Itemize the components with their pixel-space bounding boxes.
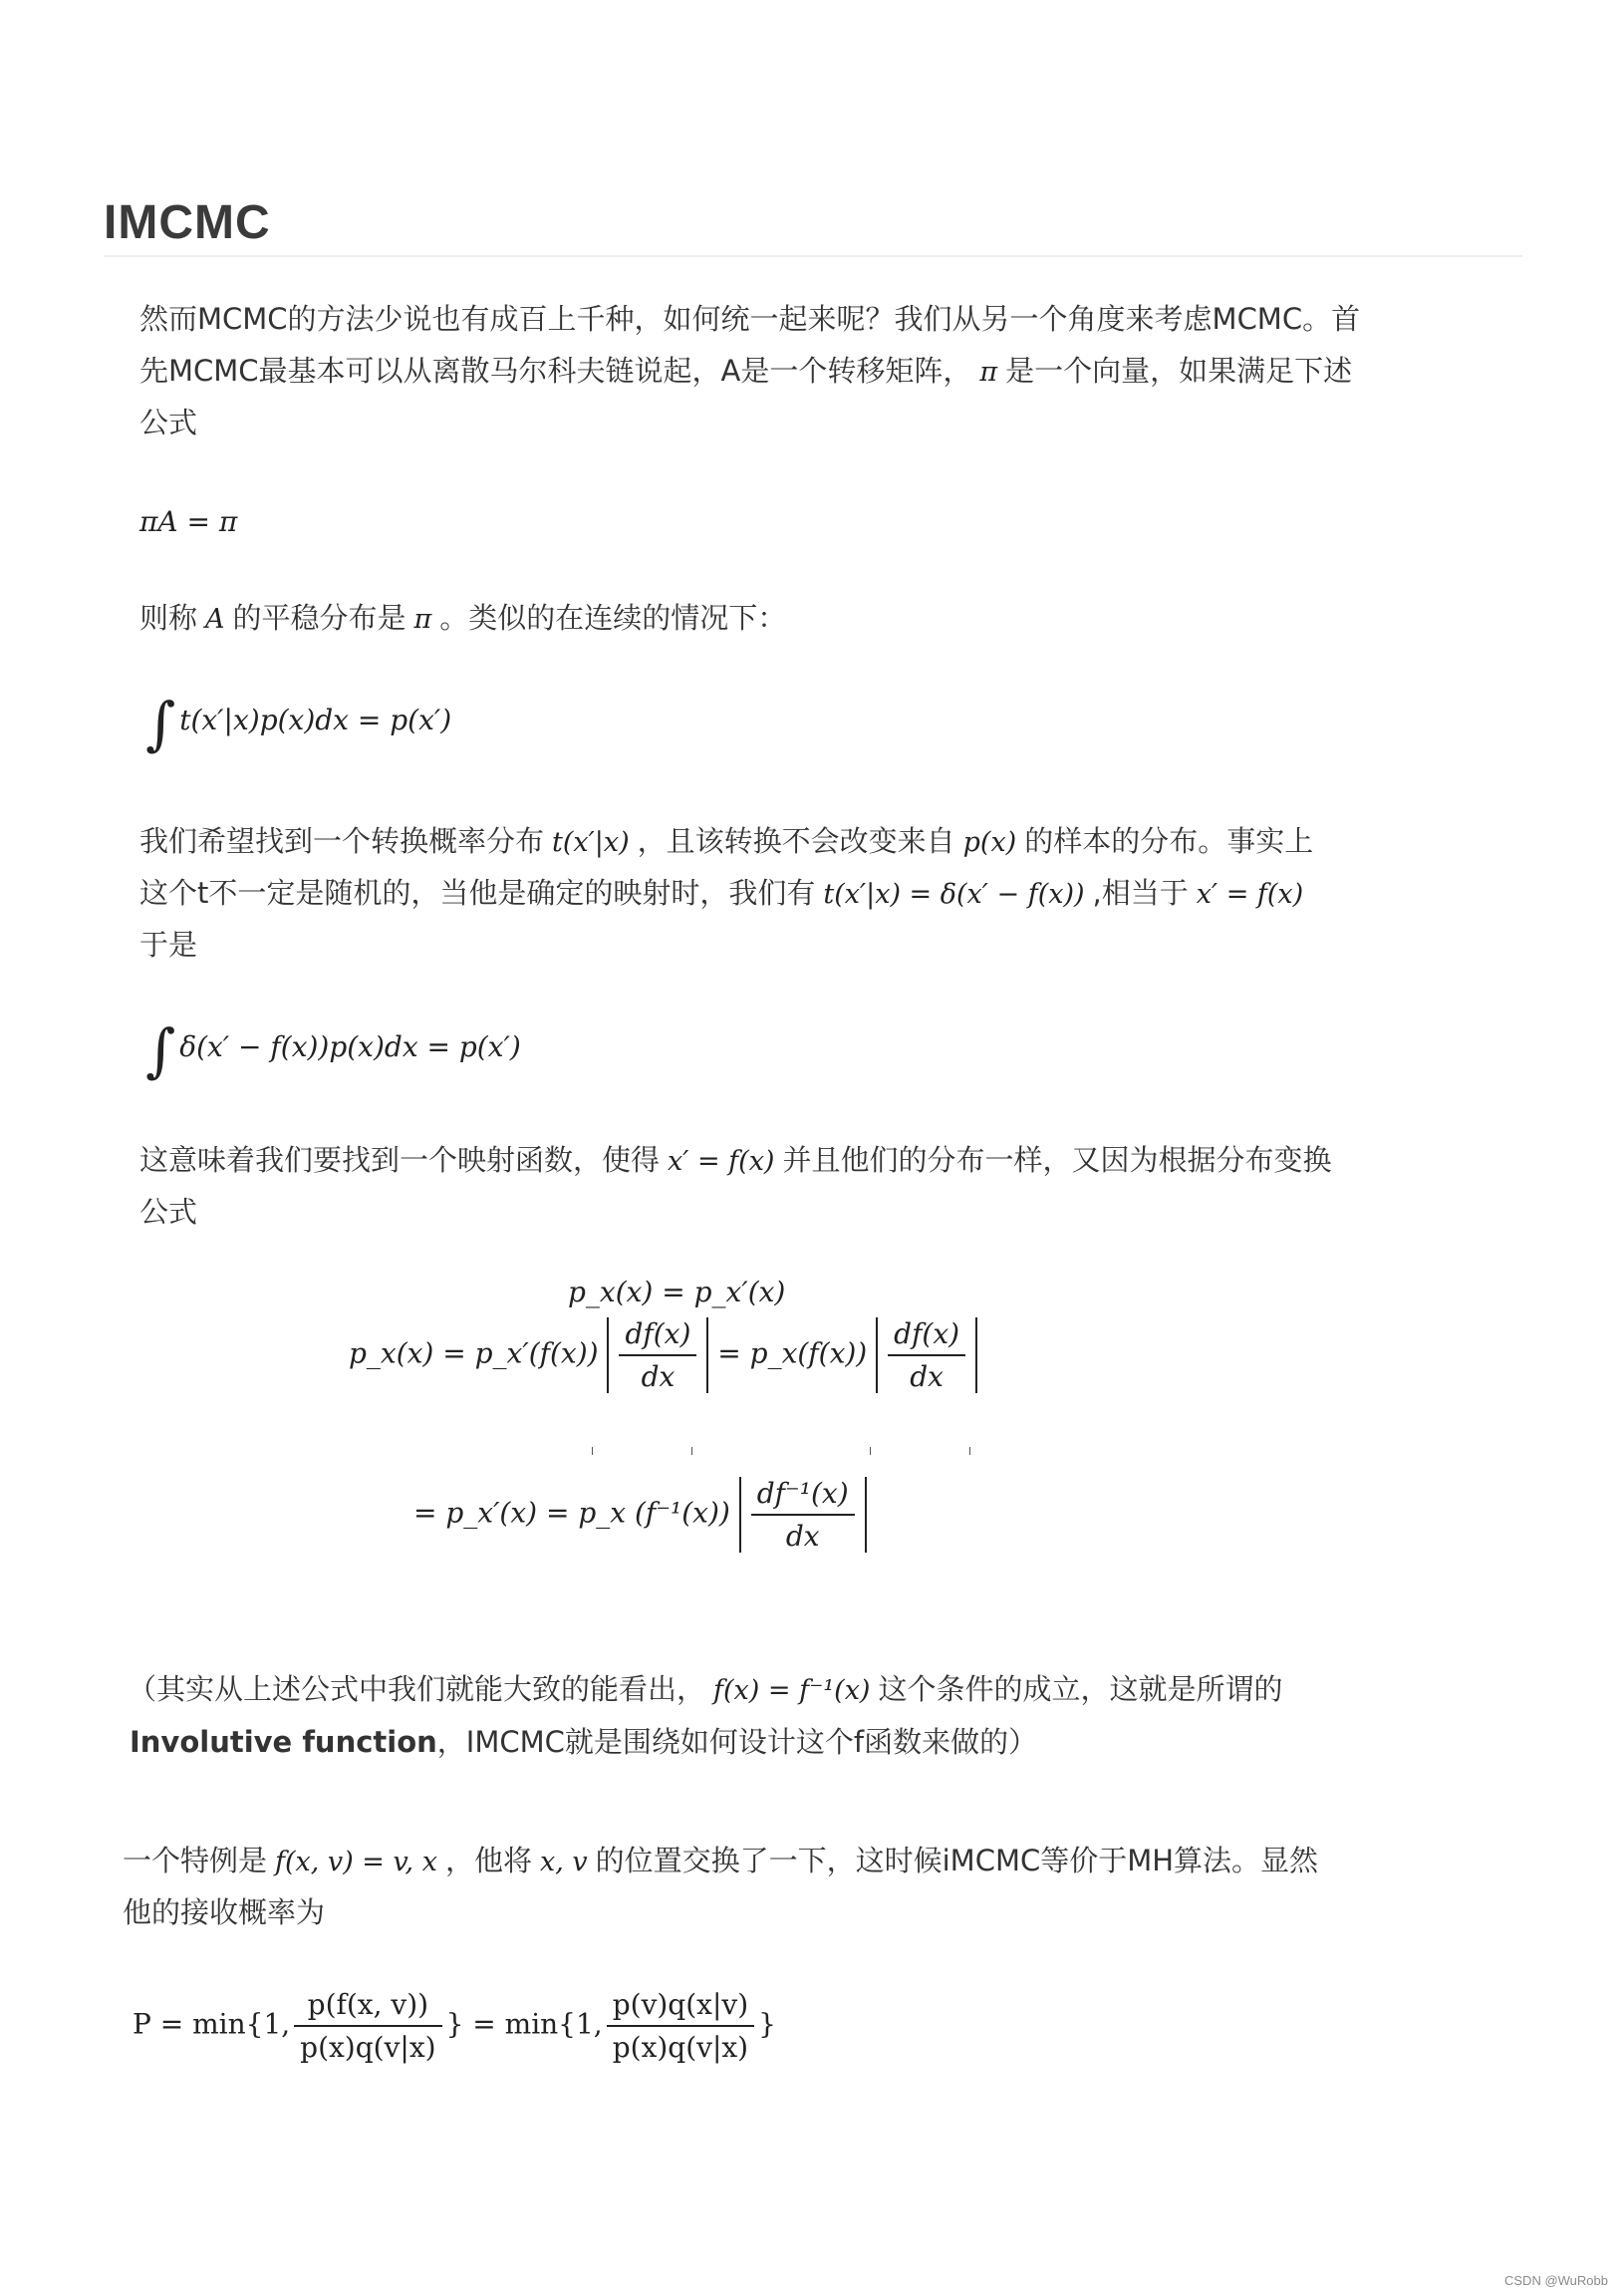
math-inline: x, v <box>539 1847 588 1877</box>
paragraph-special-case-line1 <box>123 1835 1318 1888</box>
math-inline: t(x′|x) = δ(x′ − f(x)) <box>823 879 1085 910</box>
paragraph-transition-line1 <box>139 815 1313 869</box>
numerator: df⁻¹(x) <box>751 1477 855 1516</box>
paragraph-special-case-line2: 他的接收概率为 <box>123 1895 326 1929</box>
equation-part: P = min{1, <box>133 2007 291 2041</box>
paragraph-transition-line3: 于是 <box>139 928 198 962</box>
watermark: CSDN @WuRobb <box>1504 2273 1608 2288</box>
integral-symbol: ∫ <box>145 690 176 757</box>
denominator: p(x)q(v|x) <box>612 2031 749 2064</box>
paragraph-mapping-line2: 公式 <box>139 1195 198 1229</box>
denominator: dx <box>785 1520 820 1553</box>
equation-delta-integral <box>145 1016 521 1084</box>
fraction <box>888 1317 965 1393</box>
text: 的位置交换了一下，这时候iMCMC等价于MH算法。显然 <box>595 1844 1319 1877</box>
math-inline-pi: π <box>979 357 998 388</box>
text: 这个条件的成立，这就是所谓的 <box>878 1672 1283 1706</box>
math-inline: x′ = f(x) <box>1196 879 1304 910</box>
stray-tick-mark <box>592 1447 593 1455</box>
fraction <box>607 1988 754 2064</box>
numerator: df(x) <box>888 1317 965 1356</box>
bold-term: Involutive function <box>130 1725 437 1759</box>
paragraph-stationary <box>139 592 786 646</box>
equation-part: = p_x′(x) = p_x (f⁻¹(x)) <box>413 1496 730 1530</box>
text: 我们希望找到一个转换概率分布 <box>139 824 545 858</box>
abs-value <box>876 1317 977 1393</box>
text: 这个t不一定是随机的，当他是确定的映射时，我们有 <box>139 876 816 910</box>
numerator: p(v)q(x|v) <box>607 1988 754 2027</box>
denominator: dx <box>910 1360 944 1393</box>
math-inline: x′ = f(x) <box>668 1146 775 1177</box>
equation-body: t(x′|x)p(x)dx = p(x′) <box>179 704 452 736</box>
text: ，IMCMC就是围绕如何设计这个f函数来做的） <box>436 1725 1038 1759</box>
fraction <box>619 1317 696 1393</box>
text: 并且他们的分布一样，又因为根据分布变换 <box>782 1143 1332 1177</box>
text: （其实从上述公式中我们就能大致的能看出， <box>128 1672 706 1706</box>
fraction <box>751 1477 855 1553</box>
stray-tick-mark <box>969 1447 970 1455</box>
abs-value <box>739 1477 867 1553</box>
heading-underline-divider <box>104 255 1522 257</box>
text: 是一个向量，如果满足下述 <box>1005 354 1353 388</box>
text: 的平稳分布是 <box>232 601 406 635</box>
equation-continuous-integral <box>145 690 451 757</box>
stray-tick-mark <box>870 1447 871 1455</box>
paragraph-transition-line2 <box>139 867 1311 921</box>
paragraph-intro-line1: 然而MCMC的方法少说也有成百上千种，如何统一起来呢？我们从另一个角度来考虑MCMC。首 <box>139 302 1361 336</box>
text: 先MCMC最基本可以从离散马尔科夫链说起，A是一个转移矩阵， <box>139 354 972 388</box>
equation-acceptance-probability <box>133 1988 776 2064</box>
text: 。类似的在连续的情况下： <box>439 601 787 635</box>
fraction <box>294 1988 441 2064</box>
math-inline: f(x) = f⁻¹(x) <box>713 1675 871 1706</box>
text: 则称 <box>139 601 198 635</box>
integral-symbol: ∫ <box>145 1016 176 1084</box>
math-inline: t(x′|x) <box>552 827 630 858</box>
abs-value <box>607 1317 708 1393</box>
equation-part: } <box>758 2007 776 2041</box>
text: 的样本的分布。事实上 <box>1024 824 1314 858</box>
paragraph-mapping-line1 <box>139 1134 1331 1188</box>
text: ，他将 <box>444 1844 532 1877</box>
equation-density-row1: p_x(x) = p_x′(x) <box>568 1276 786 1308</box>
text: ，且该转换不会改变来自 <box>637 824 955 858</box>
equation-stationary: πA = π <box>139 505 238 538</box>
equation-part: p_x(x) = p_x′(f(x)) <box>349 1336 599 1370</box>
math-inline-A: A <box>205 604 225 635</box>
section-heading: IMCMC <box>104 196 271 249</box>
math-inline: p(x) <box>962 827 1017 858</box>
equation-part: = p_x(f(x)) <box>717 1336 868 1370</box>
denominator: p(x)q(v|x) <box>300 2031 436 2064</box>
paragraph-intro-line3: 公式 <box>139 406 198 439</box>
numerator: df(x) <box>619 1317 696 1356</box>
stray-tick-mark <box>691 1447 692 1455</box>
text: 一个特例是 <box>123 1844 268 1877</box>
equation-density-row3 <box>413 1477 867 1553</box>
paragraph-involutive-line2 <box>130 1716 1037 1768</box>
math-inline-pi: π <box>413 604 432 635</box>
numerator: p(f(x, v)) <box>294 1988 441 2027</box>
denominator: dx <box>641 1360 676 1393</box>
text: ,相当于 <box>1092 876 1189 910</box>
paragraph-intro-line2 <box>139 345 1352 399</box>
equation-body: δ(x′ − f(x))p(x)dx = p(x′) <box>179 1030 521 1063</box>
math-inline: f(x, v) = v, x <box>275 1847 437 1877</box>
equation-part: } = min{1, <box>445 2007 603 2041</box>
text: 这意味着我们要找到一个映射函数，使得 <box>139 1143 661 1177</box>
equation-density-row2 <box>349 1317 977 1393</box>
paragraph-involutive-line1 <box>128 1663 1282 1717</box>
